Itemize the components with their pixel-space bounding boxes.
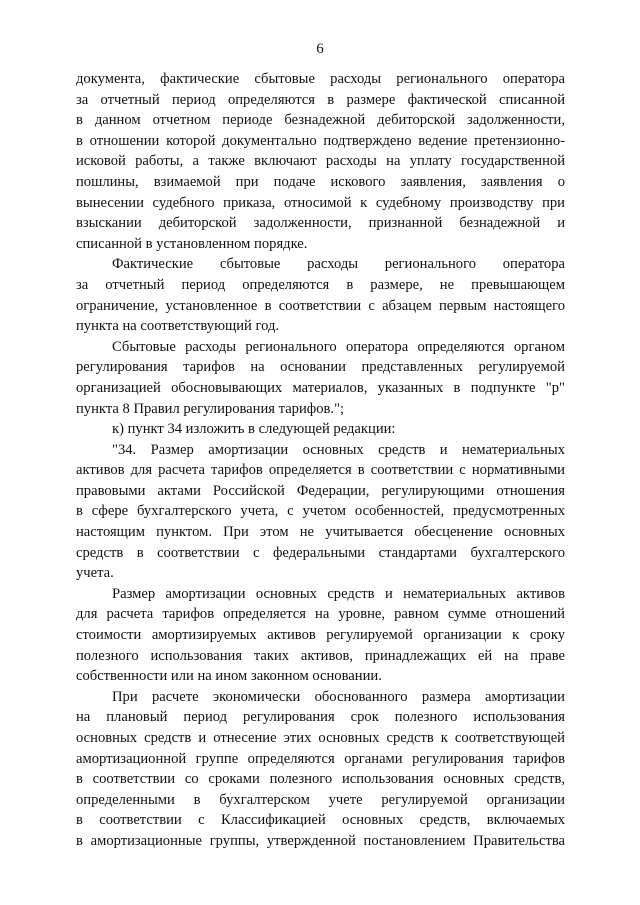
text-line: Размер амортизации основных средств и нематериальных активов <box>112 585 565 602</box>
text-line: средств в соответствии с федеральными стандартами бухгалтерского <box>76 544 565 561</box>
text-line: документа, фактические сбытовые расходы регионального оператора <box>76 71 565 87</box>
text-line: активов для расчета тарифов определяется в соответствии с нормативными <box>76 462 565 479</box>
text-line: Фактические сбытовые расходы регионального оператора <box>112 256 565 273</box>
text-line: на плановый период регулирования срок полезного использования <box>76 709 565 726</box>
text-line: списанной в установленном порядке. <box>76 235 308 252</box>
text-line: в соответствии со сроками полезного использования основных средств, <box>76 771 565 788</box>
text-line: вынесении судебного приказа, относимой к судебному производству при <box>76 194 565 211</box>
text-line: настоящим пунктом. При этом не учитывается обесценение основных <box>76 524 565 541</box>
text-line: собственности или на ином законном основании. <box>76 668 382 685</box>
text-line: пункта на соответствующий год. <box>76 318 280 335</box>
text-line: определенными в бухгалтерском учете регулируемой организации <box>76 791 565 808</box>
text-line: При расчете экономически обоснованного размера амортизации <box>112 688 565 705</box>
text-line: за отчетный период определяются в размере, не превышающем <box>76 276 565 293</box>
text-line: стоимости амортизируемых активов регулируемой организации к сроку <box>76 627 565 644</box>
text-line: в амортизационные группы, утвержденной постановлением Правительства <box>76 832 565 849</box>
text-line: организацией обосновывающих материалов, указанных в подпункте "р" <box>76 379 565 396</box>
text-line: полезного использования таких активов, принадлежащих ей на праве <box>76 647 565 664</box>
text-line: Сбытовые расходы регионального оператора определяются органом <box>112 338 565 355</box>
text-line: основных средств и отнесение этих основных средств к соответствующей <box>76 730 565 746</box>
text-line: в отношении которой документально подтверждено ведение претензионно- <box>76 132 565 149</box>
text-line: правовыми актами Российской Федерации, регулирующими отношения <box>76 482 565 499</box>
text-line: в данном отчетном периоде безнадежной дебиторской задолженности, <box>76 112 565 129</box>
text-line: пошлины, взимаемой при подаче искового заявления, заявления о <box>76 173 565 190</box>
text-line: ограничение, установленное в соответствии с абзацем первым настоящего <box>76 297 565 314</box>
text-line: для расчета тарифов определяется на уровне, равном сумме отношений <box>76 606 565 623</box>
text-line: учета. <box>76 565 114 582</box>
document-body <box>76 69 565 852</box>
text-line: в сфере бухгалтерского учета, с учетом особенностей, предусмотренных <box>76 503 565 520</box>
text-line: регулирования тарифов на основании представленных регулируемой <box>76 359 565 376</box>
text-line: в соответствии с Классификацией основных средств, включаемых <box>76 812 565 829</box>
text-line: к) пункт 34 изложить в следующей редакции: <box>112 421 396 438</box>
text-line: "34. Размер амортизации основных средств и нематериальных <box>112 441 565 458</box>
text-line: амортизационной группе определяются органами регулирования тарифов <box>76 750 565 767</box>
text-line: пункта 8 Правил регулирования тарифов."; <box>76 400 345 417</box>
page-number: 6 <box>316 41 324 57</box>
text-line: исковой работы, а также включают расходы на уплату государственной <box>76 153 565 170</box>
text-line: взыскании дебиторской задолженности, признанной безнадежной и <box>76 215 565 232</box>
text-line: за отчетный период определяются в размере фактической списанной <box>76 91 565 108</box>
